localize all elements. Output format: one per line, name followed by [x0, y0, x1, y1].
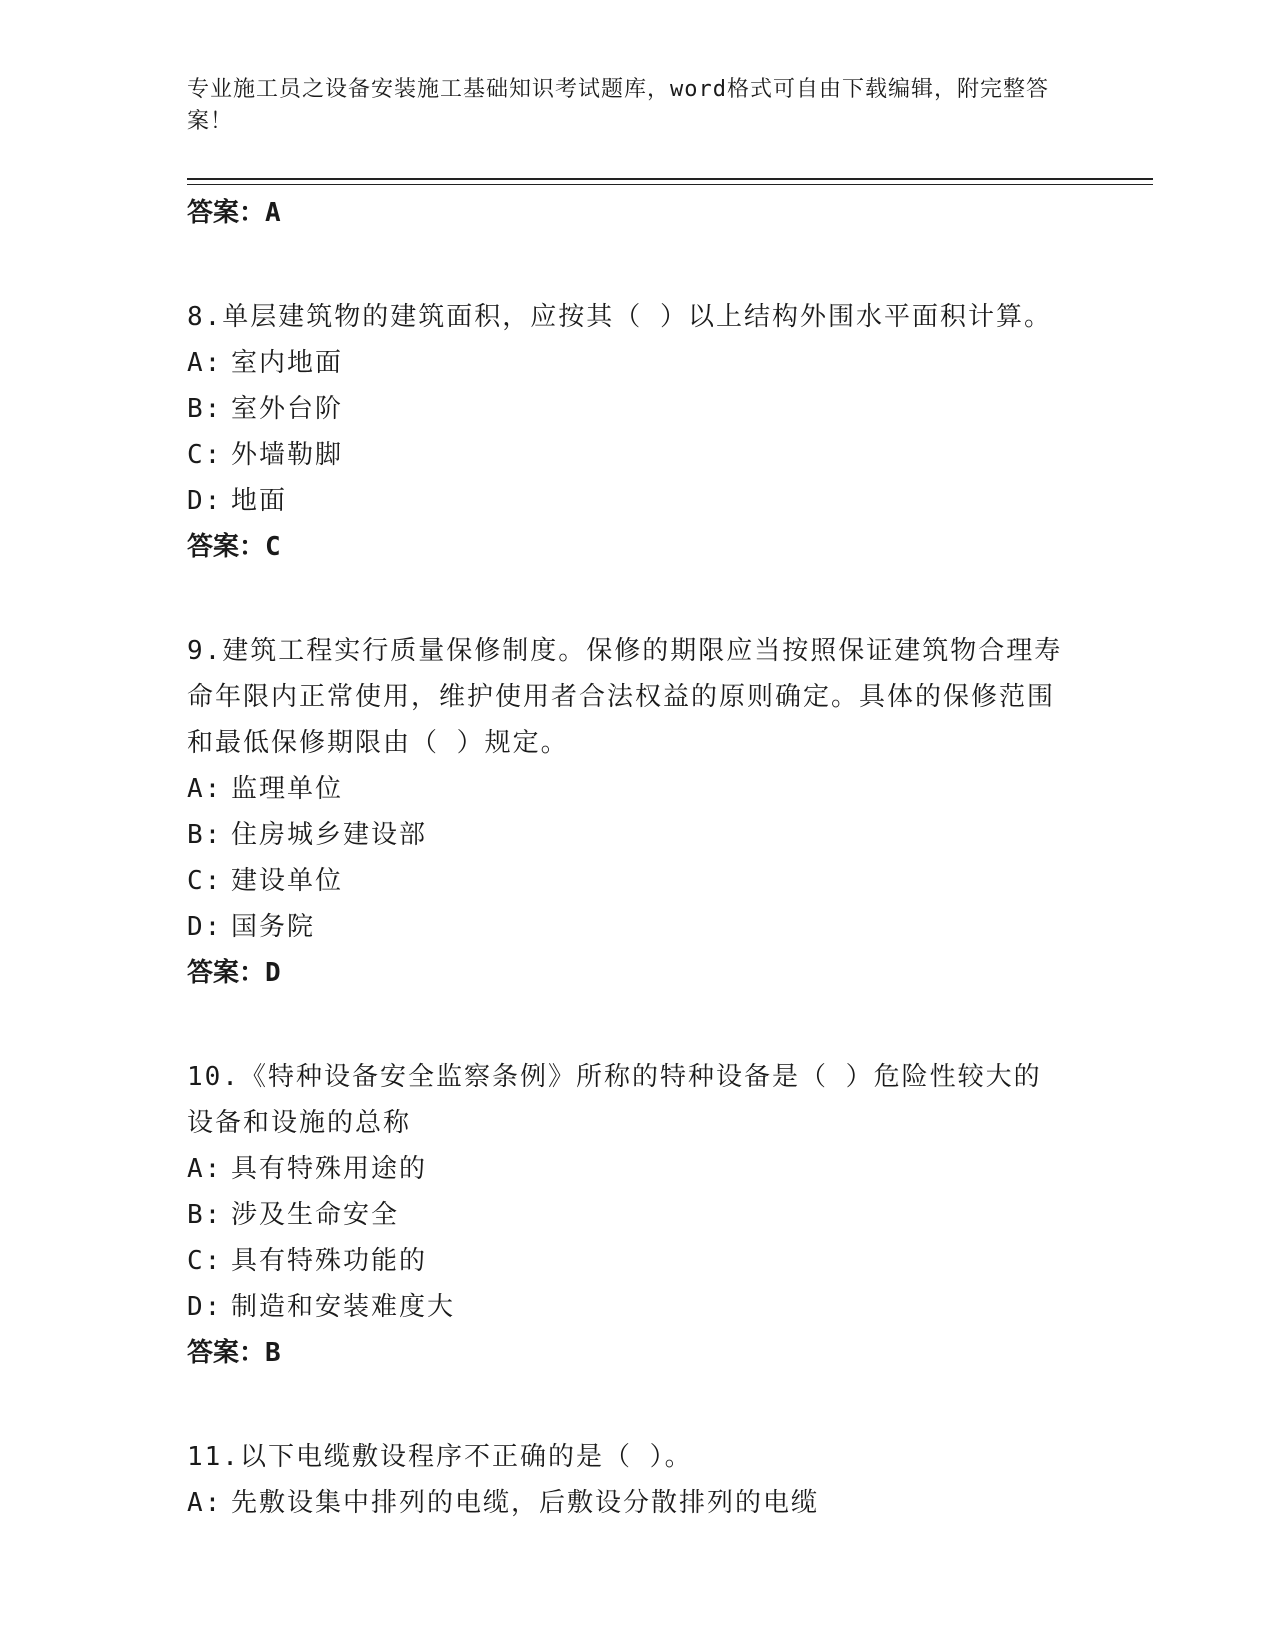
option-b	[187, 386, 1067, 432]
question-block	[187, 1434, 1067, 1526]
option-text: 监理单位	[231, 774, 344, 804]
header-divider-thin	[187, 184, 1153, 185]
option-d	[187, 478, 1067, 524]
option-b	[187, 812, 1067, 858]
header-divider	[187, 178, 1153, 180]
option-text: 住房城乡建设部	[231, 820, 428, 850]
option-text: 先敷设集中排列的电缆，后敷设分散排列的电缆	[231, 1488, 820, 1518]
option-b	[187, 1192, 1067, 1238]
option-letter: B:	[187, 820, 223, 850]
option-text: 具有特殊功能的	[231, 1246, 428, 1276]
question-stem: 9.建筑工程实行质量保修制度。保修的期限应当按照保证建筑物合理寿命年限内正常使用，维护使用者合法权益的原则确定。具体的保修范围和最低保修期限由（ ）规定。	[187, 636, 1063, 758]
question-stem: 10.《特种设备安全监察条例》所称的特种设备是（ ）危险性较大的设备和设施的总称	[187, 1062, 1042, 1138]
option-letter: A:	[187, 1154, 223, 1184]
option-text: 涉及生命安全	[231, 1200, 400, 1230]
option-c	[187, 432, 1067, 478]
option-text: 国务院	[231, 912, 316, 942]
answer-line: 答案：B	[187, 1338, 281, 1368]
option-text: 室外台阶	[231, 394, 344, 424]
option-text: 外墙勒脚	[231, 440, 344, 470]
option-letter: C:	[187, 866, 223, 896]
document-header: 专业施工员之设备安装施工基础知识考试题库，word格式可自由下载编辑，附完整答案！	[187, 77, 1049, 134]
option-letter: D:	[187, 1292, 223, 1322]
option-d	[187, 904, 1067, 950]
option-a	[187, 1146, 1067, 1192]
option-c	[187, 1238, 1067, 1284]
question-stem: 8.单层建筑物的建筑面积，应按其（ ）以上结构外围水平面积计算。	[187, 302, 1052, 332]
option-a	[187, 340, 1067, 386]
option-a	[187, 1480, 1067, 1526]
option-letter: C:	[187, 440, 223, 470]
option-text: 制造和安装难度大	[231, 1292, 456, 1322]
answer-line: 答案：A	[187, 198, 281, 228]
answer-line: 答案：D	[187, 958, 281, 988]
question-block	[187, 1054, 1067, 1376]
option-d	[187, 1284, 1067, 1330]
option-letter: D:	[187, 486, 223, 516]
option-c	[187, 858, 1067, 904]
option-letter: C:	[187, 1246, 223, 1276]
option-letter: B:	[187, 394, 223, 424]
option-text: 建设单位	[231, 866, 344, 896]
option-letter: D:	[187, 912, 223, 942]
option-text: 室内地面	[231, 348, 344, 378]
question-stem: 11.以下电缆敷设程序不正确的是（ ）。	[187, 1442, 693, 1472]
answer-line: 答案：C	[187, 532, 281, 562]
question-block	[187, 628, 1067, 996]
option-text: 具有特殊用途的	[231, 1154, 428, 1184]
question-block	[187, 294, 1067, 570]
option-letter: A:	[187, 348, 223, 378]
question-list	[187, 190, 1067, 1526]
option-text: 地面	[231, 486, 288, 516]
option-a	[187, 766, 1067, 812]
option-letter: B:	[187, 1200, 223, 1230]
option-letter: A:	[187, 1488, 223, 1518]
option-letter: A:	[187, 774, 223, 804]
